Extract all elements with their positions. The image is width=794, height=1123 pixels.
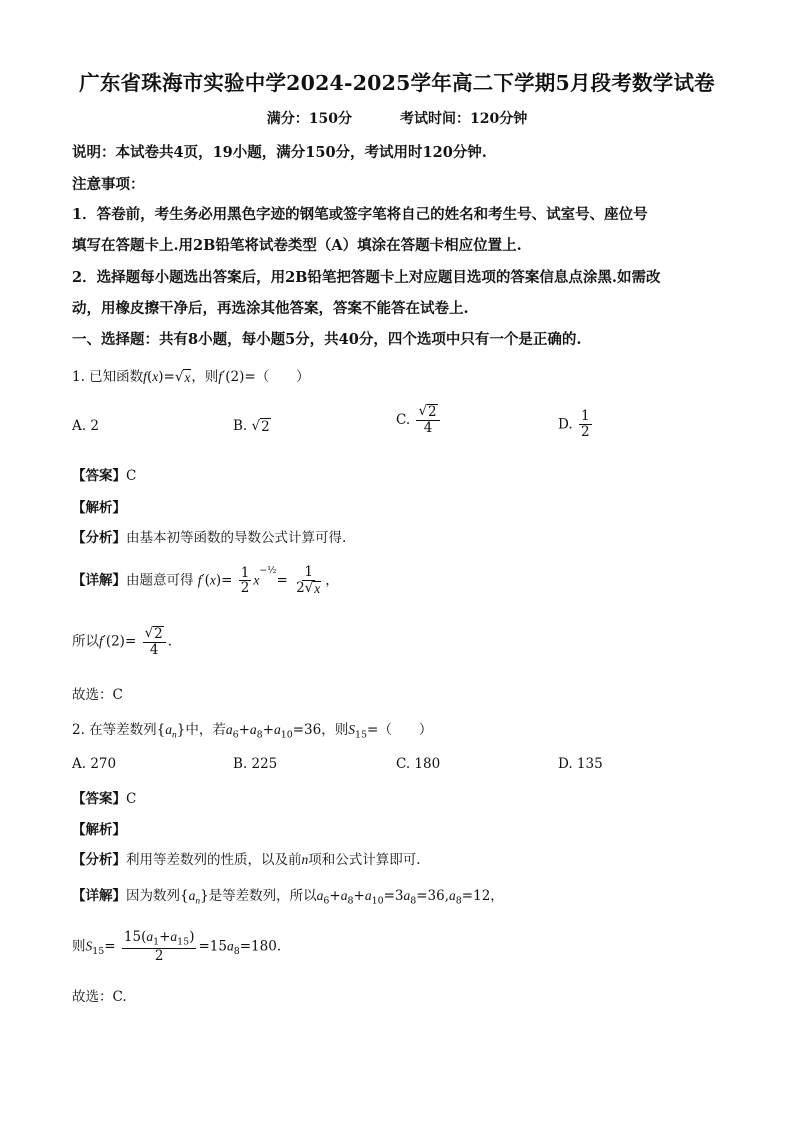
full-score: 满分：150分 — [266, 111, 352, 127]
q2-result: 则$S_{15}=$ $\frac{15(a_1+a_{15})}{2}$ $=15a_8=180$. — [72, 929, 282, 965]
q2-option-d: D. 135 — [558, 756, 603, 772]
q2-answer: 【答案】C — [72, 791, 137, 807]
instruction-note: 说明：本试卷共4页，19小题，满分150分，考试用时120分钟. — [72, 144, 487, 161]
q2-option-a: A. 270 — [72, 756, 117, 772]
page-title: 广东省珠海市实验中学2024-2025学年高二下学期5月段考数学试卷 — [79, 71, 715, 95]
attention-item-2-line-2: 动，用橡皮擦干净后，再选涂其他答案，答案不能答在试卷上. — [72, 300, 469, 317]
q2-option-b: B. 225 — [233, 756, 278, 772]
exam-meta — [0, 108, 794, 128]
q1-option-b: B. √ 2 — [233, 418, 270, 435]
q1-detail: 【详解】由题意可得 f′(x)= $\frac{1}{2}$ $x^{-\frac{1}{2}}=$ 1 2 √ x ， — [72, 564, 339, 597]
q2-detail: 【详解】因为数列$\{a_n\}$是等差数列，所以$a_6+a_8+a_{10}=3a_8=36,a_8=12$， — [72, 888, 504, 907]
q1-stem: 1. 已知函数f(x)= √ x ，则f′(2)=（ ） — [72, 369, 310, 385]
q2-choice: 故选：C. — [72, 989, 127, 1005]
q1-choice: 故选：C — [72, 687, 123, 703]
q2-fenxi: 【分析】利用等差数列的性质，以及前n项和公式计算即可. — [72, 852, 421, 868]
attention-item-1-line-1: 1．答卷前，考生务必用黑色字迹的钢笔或签字笔将自己的姓名和考生号、试室号、座位号 — [72, 206, 648, 223]
attention-heading: 注意事项： — [72, 176, 145, 193]
q2-analysis-tag: 【解析】 — [72, 822, 126, 838]
exam-time: 考试时间：120分钟 — [400, 111, 528, 127]
q1-answer: 【答案】C — [72, 468, 137, 484]
q1-option-a: A. 2 — [72, 418, 99, 434]
q1-option-d: D. $\frac{1}{2}$ — [558, 408, 590, 440]
q1-analysis-tag: 【解析】 — [72, 500, 126, 516]
q2-option-c: C. 180 — [396, 756, 441, 772]
q2-stem: 2. 在等差数列$\{a_n\}$中，若$a_6+a_8+a_{10}=36$，则$S_{15}=$（ ） — [72, 722, 433, 741]
q1-fenxi: 【分析】由基本初等函数的导数公式计算可得. — [72, 530, 347, 546]
section-heading: 一、选择题：共有8小题，每小题5分，共40分，四个选项中只有一个是正确的. — [72, 331, 582, 348]
q1-result: 所以f′(2)= √ 2 4 . — [72, 625, 173, 658]
attention-item-2-line-1: 2．选择题每小题选出答案后，用2B铅笔把答题卡上对应题目选项的答案信息点涂黑.如需改 — [72, 269, 661, 286]
q1-option-c: C. √ 2 4 — [396, 404, 442, 436]
attention-item-1-line-2: 填写在答题卡上.用2B铅笔将试卷类型（A）填涂在答题卡相应位置上. — [72, 237, 522, 254]
